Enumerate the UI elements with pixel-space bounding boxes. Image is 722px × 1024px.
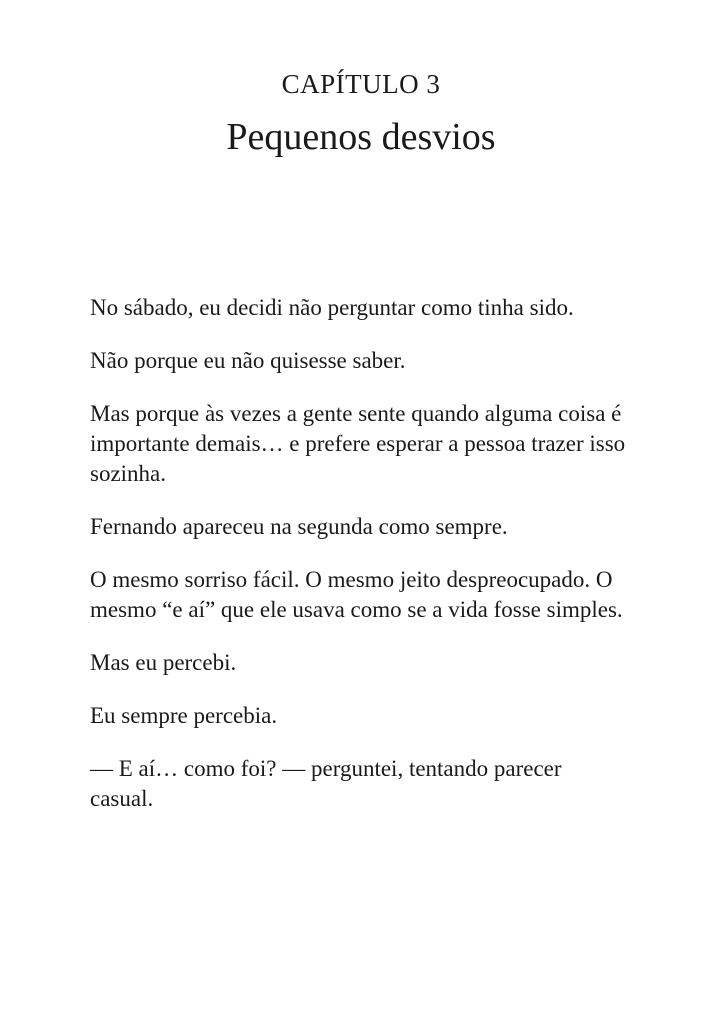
- paragraph: O mesmo sorriso fácil. O mesmo jeito despreocupado. O mesmo “e aí” que ele usava como se a vida fosse simples.: [90, 567, 623, 622]
- chapter-header: [0, 0, 722, 162]
- paragraph: Mas eu percebi.: [90, 650, 237, 675]
- paragraph: Mas porque às vezes a gente sente quando alguma coisa é importante demais… e prefere esperar a pessoa trazer isso sozinha.: [90, 401, 626, 486]
- paragraph: — E aí… como foi? — perguntei, tentando parecer casual.: [90, 756, 562, 811]
- chapter-number: CAPÍTULO 3: [281, 69, 441, 99]
- paragraph: No sábado, eu decidi não perguntar como tinha sido.: [90, 295, 574, 320]
- paragraph: Fernando apareceu na segunda como sempre.: [90, 514, 508, 539]
- paragraph: Não porque eu não quisesse saber.: [90, 348, 406, 373]
- chapter-title: Pequenos desvios: [226, 116, 496, 158]
- chapter-body: [90, 293, 630, 814]
- paragraph: Eu sempre percebia.: [90, 703, 278, 728]
